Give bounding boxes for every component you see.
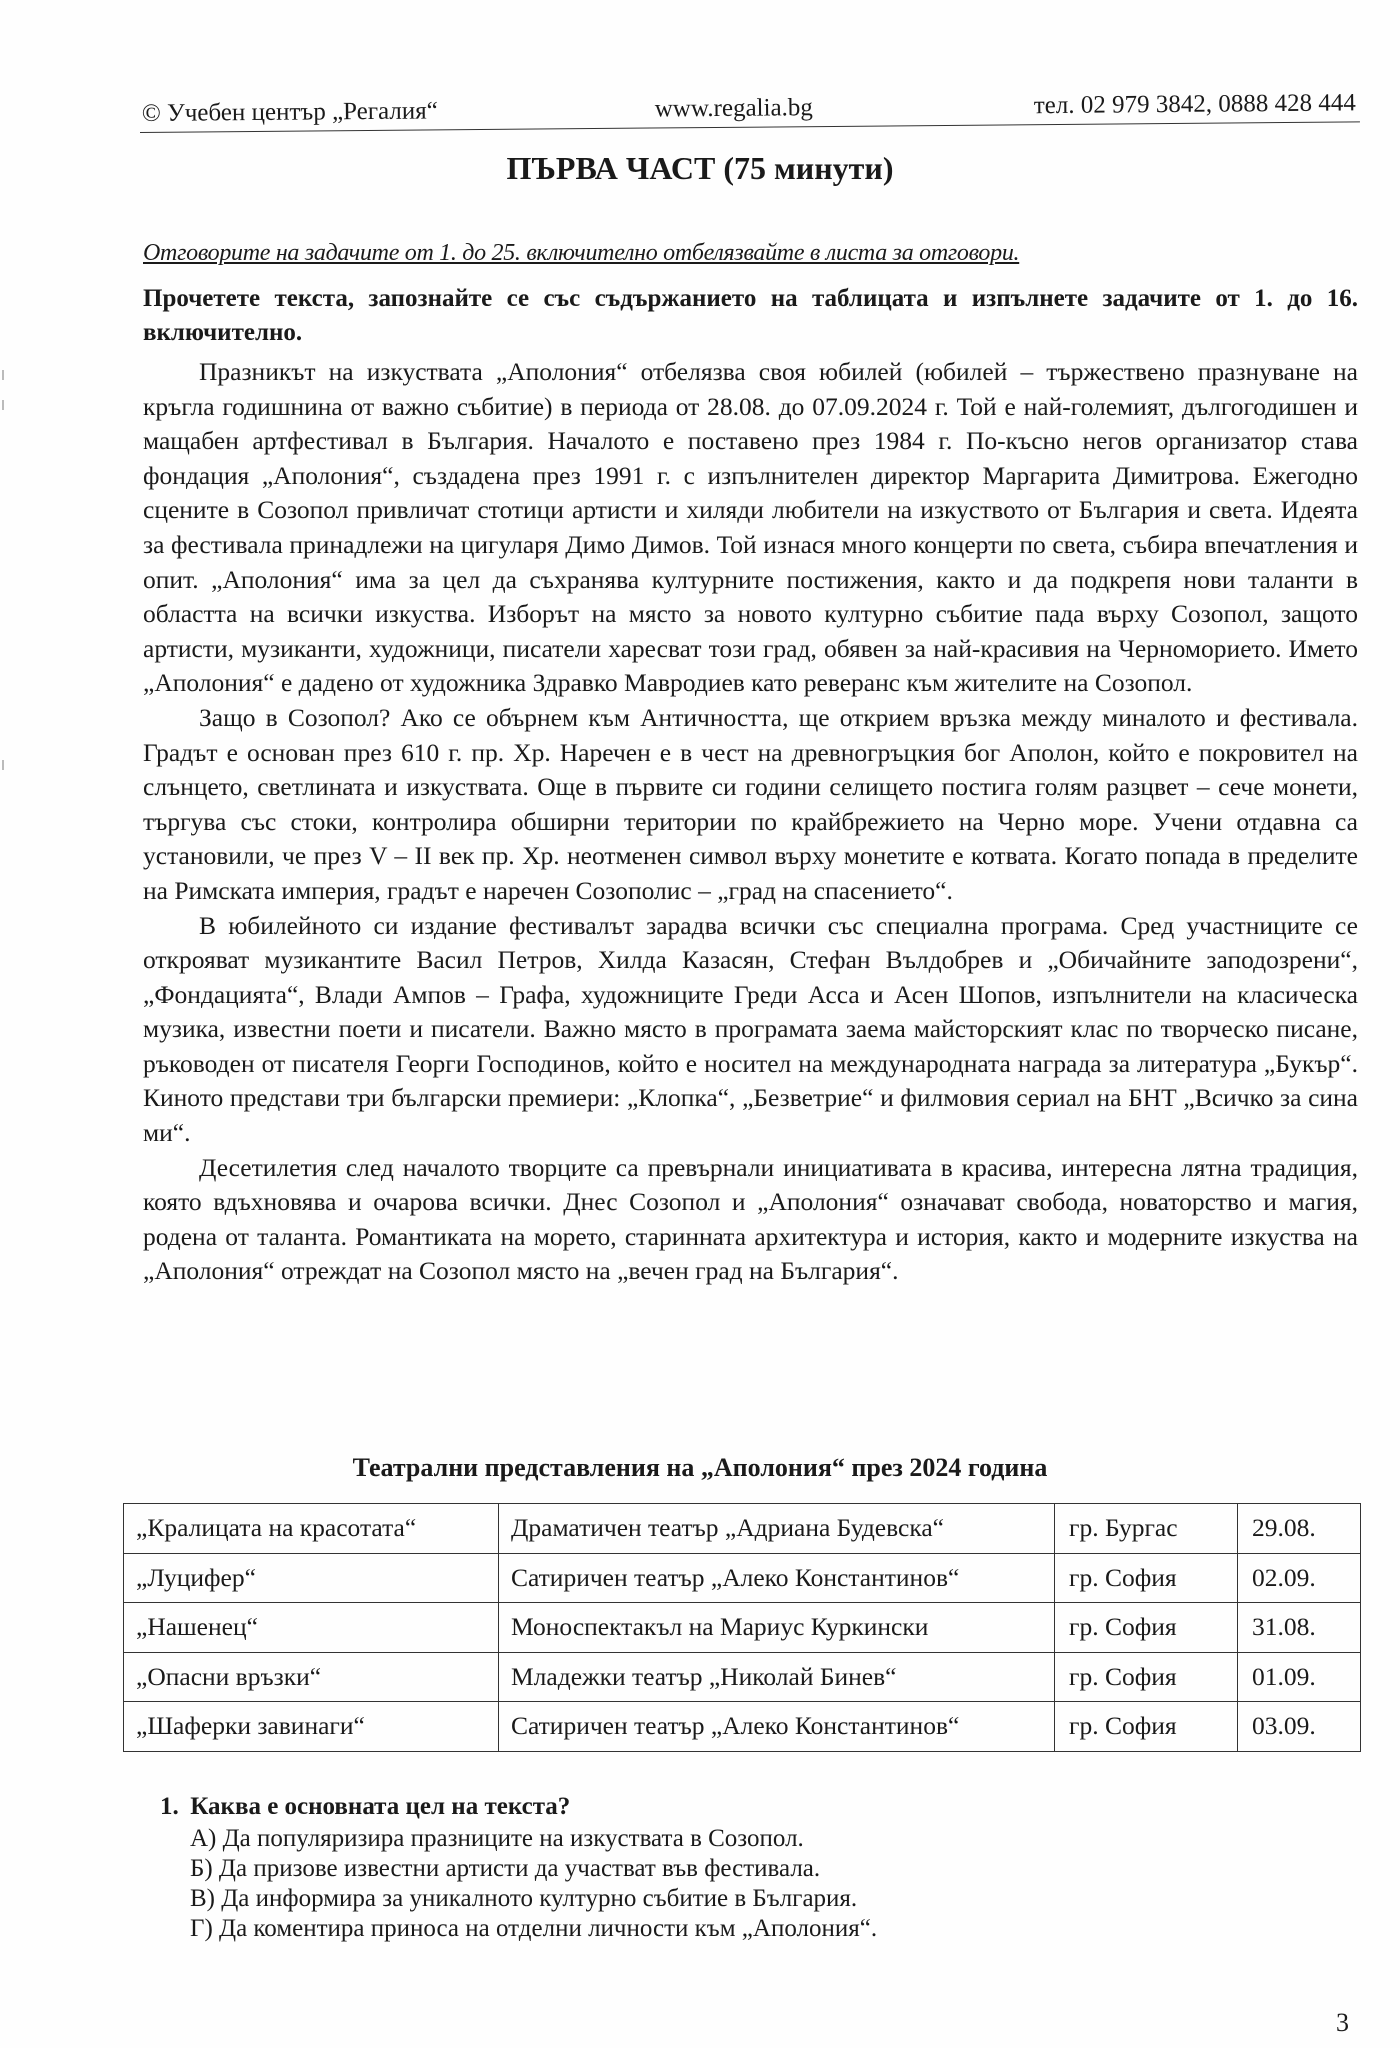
answer-option-b[interactable]: Б) Да призове известни артисти да участват във фестивала.	[190, 1855, 821, 1882]
question-prompt: Каква е основната цел на текста?	[190, 1793, 571, 1820]
answer-option-d[interactable]: Г) Да коментира приноса на отделни личности към „Аполония“.	[190, 1915, 878, 1942]
cell-date: 31.08.	[1238, 1603, 1361, 1653]
table-row	[124, 1553, 1361, 1603]
cell-date: 02.09.	[1238, 1553, 1361, 1603]
header-website: www.regalia.bg	[654, 94, 813, 123]
table-row	[124, 1504, 1361, 1554]
cell-date: 01.09.	[1238, 1652, 1361, 1702]
scan-mark	[2, 370, 4, 380]
answer-options	[160, 1824, 1360, 1944]
scan-mark	[2, 400, 4, 410]
table-row	[124, 1702, 1361, 1752]
cell-city: гр. София	[1055, 1652, 1238, 1702]
paragraph: В юбилейното си издание фестивалът зарадва всички със специална програма. Сред участниците се открояват музикантите Васил Петров, Хилда Казасян, Стефан Вълдобрев и „Обичайните заподозрени“, „Фондацията“, Влади Ампов – Графа, художниците Греди Асса и Асен Шопов, изпълнители на класическа музика, известни поети и писатели. Важно място в програмата заема майсторският клас по творческо писане, ръководен от писателя Георги Господинов, който е носител на международната награда за литература „Букър“. Киното представи три български премиери: „Клопка“, „Безветрие“ и филмовия сериал на БНТ „Всичко за сина ми“.	[143, 910, 1358, 1148]
instruction-note: Отговорите на задачите от 1. до 25. включително отбелязвайте в листа за отговори.	[143, 240, 1020, 266]
performances-table	[123, 1503, 1361, 1752]
paragraph: Празникът на изкуствата „Аполония“ отбелязва своя юбилей (юбилей – тържествено празнуване на кръгла годишнина от важно събитие) в периода от 28.08. до 07.09.2024 г. Той е най-големият, дългогодишен и мащабен артфестивал в България. Началото е поставено през 1984 г. По-късно негов организатор става фондация „Аполония“, създадена през 1991 г. с изпълнителен директор Маргарита Димитрова. Ежегодно сцените в Созопол привличат стотици артисти и хиляди любители на изкуството от България и света. Идеята за фестивала принадлежи на цигуларя Димо Димов. Той изнася много концерти по света, събира впечатления и опит. „Аполония“ има за цел да съхранява културните постижения, както и да подкрепя нови таланти в областта на всички изкуства. Изборът на място за новото културно събитие пада върху Созопол, защото артисти, музиканти, художници, писатели харесват този град, обявен за най-красивия на Черноморието. Името „Аполония“ е дадено от художника Здравко Мавродиев като реверанс към жителите на Созопол.	[143, 357, 1358, 698]
reading-text	[143, 355, 1358, 1289]
page-number: 3	[1336, 2008, 1349, 2037]
cell-theatre: Младежки театър „Николай Бинев“	[499, 1652, 1055, 1702]
cell-date: 03.09.	[1238, 1702, 1361, 1752]
table-row	[124, 1652, 1361, 1702]
cell-city: гр. София	[1055, 1553, 1238, 1603]
paragraph: Защо в Созопол? Ако се обърнем към Античността, ще открием връзка между миналото и фестивала. Градът е основан през 610 г. пр. Хр. Наречен е в чест на древногръцкия бог Аполон, който е покровител на слънцето, светлината и изкуствата. Още в първите си години селището постига голям разцвет – сече монети, търгува със стоки, контролира обширни територии по крайбрежието на Черно море. Учени отдавна са установили, че през V – II век пр. Хр. неотменен символ върху монетите е котвата. Когато попада в пределите на Римската империя, градът е наречен Созополис – „град на спасението“.	[143, 702, 1358, 905]
question-text	[160, 1790, 1360, 1824]
cell-play: „Опасни връзки“	[124, 1652, 499, 1702]
header-copyright: © Учебен център „Регалия“	[141, 97, 438, 127]
table-caption: Театрални представления на „Аполония“ през 2024 година	[352, 1453, 1048, 1482]
cell-play: „Кралицата на красотата“	[124, 1504, 499, 1554]
cell-city: гр. Бургас	[1055, 1504, 1238, 1554]
cell-city: гр. София	[1055, 1702, 1238, 1752]
answer-option-c[interactable]: В) Да информира за уникалното културно събитие в България.	[190, 1885, 858, 1912]
question-number: 1.	[160, 1793, 179, 1820]
cell-theatre: Моноспектакъл на Мариус Куркински	[499, 1603, 1055, 1653]
cell-city: гр. София	[1055, 1603, 1238, 1653]
cell-theatre: Сатиричен театър „Алеко Константинов“	[499, 1553, 1055, 1603]
paragraph: Десетилетия след началото творците са превърнали инициативата в красива, интересна лятна традиция, която вдъхновява и очарова всички. Днес Созопол и „Аполония“ означават свобода, новаторство и магия, родена от таланта. Романтиката на морето, старинната архитектура и история, както и модерните изкуства на „Аполония“ отреждат на Созопол място на „вечен град на България“.	[143, 1152, 1358, 1286]
section-title: ПЪРВА ЧАСТ (75 минути)	[506, 150, 894, 186]
page-header	[140, 85, 1360, 133]
header-phone: тел. 02 979 3842, 0888 428 444	[1033, 89, 1356, 120]
cell-theatre: Драматичен театър „Адриана Будевска“	[499, 1504, 1055, 1554]
answer-option-a[interactable]: А) Да популяризира празниците на изкуствата в Созопол.	[190, 1825, 804, 1852]
cell-play: „Шаферки завинаги“	[124, 1702, 499, 1752]
scan-mark	[2, 760, 4, 770]
cell-play: „Нашенец“	[124, 1603, 499, 1653]
cell-date: 29.08.	[1238, 1504, 1361, 1554]
question-1	[160, 1790, 1360, 1944]
cell-play: „Луцифер“	[124, 1553, 499, 1603]
cell-theatre: Сатиричен театър „Алеко Константинов“	[499, 1702, 1055, 1752]
table-row	[124, 1603, 1361, 1653]
task-instruction: Прочетете текста, запознайте се със съдържанието на таблицата и изпълнете задачите от 1. до 16. включително.	[143, 285, 1358, 346]
